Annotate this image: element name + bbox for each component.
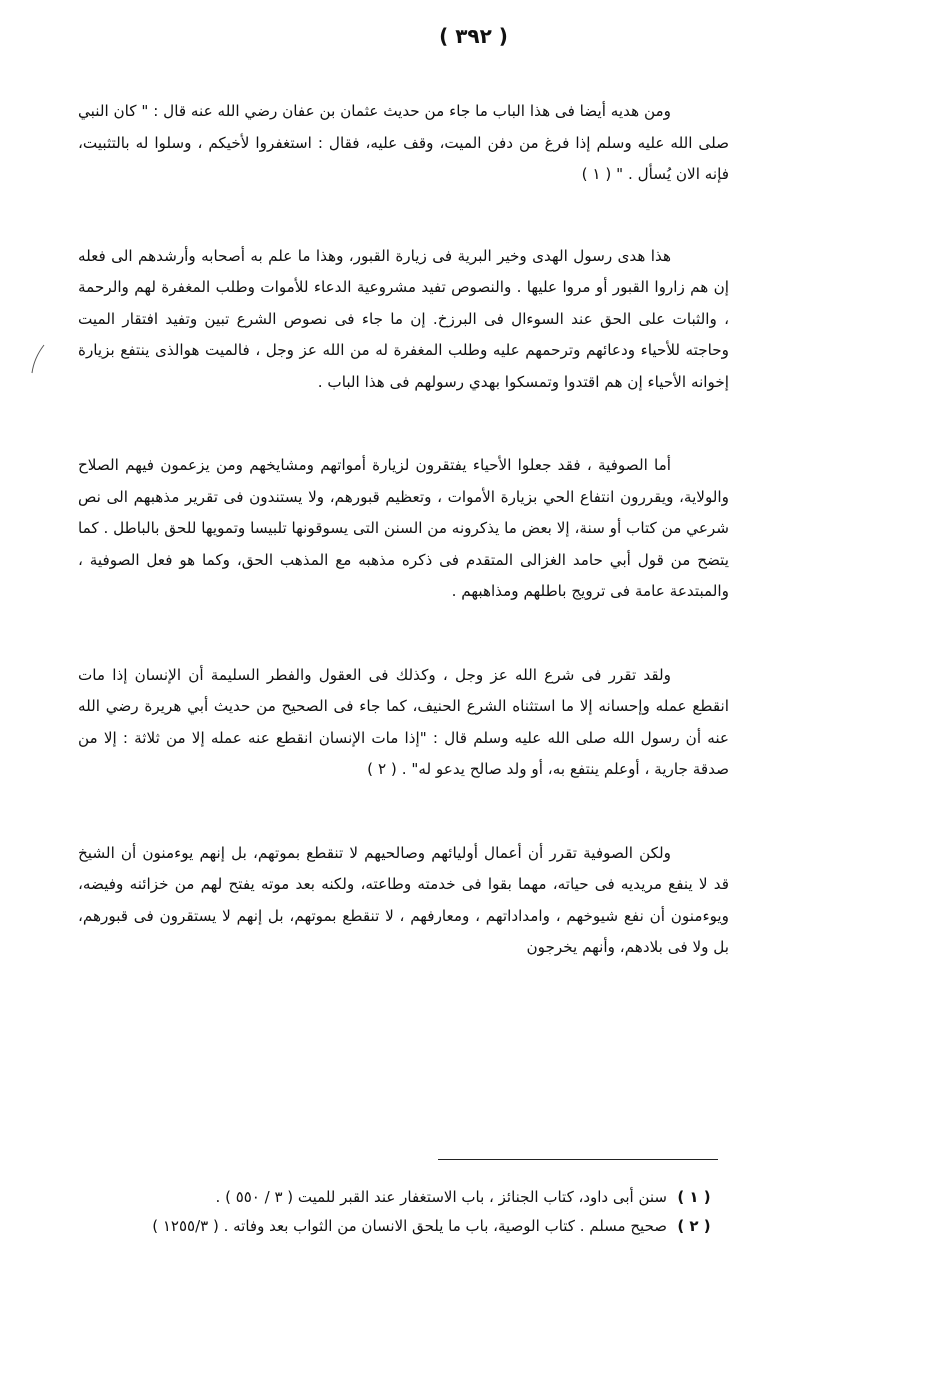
- footnote-2: [90, 1212, 721, 1241]
- footnote-text: سنن أبى داود، كتاب الجنائز ، باب الاستغفار عند القبر للميت ( ٣ / ٥٥٠ ) .: [215, 1188, 667, 1206]
- footnote-number: ( ٢ ): [677, 1217, 711, 1235]
- paragraph-2: هذا هدى رسول الهدى وخير البرية فى زيارة القبور، وهذا ما علم به أصحابه وأرشدهم الى فعله إن هم زاروا القبور أو مروا عليها . والنصوص تفيد مشروعية الدعاء للأموات وطلب المغفرة لهم والرحمة ، والثبات على الحق عند السوءال فى البرزخ. إن ما جاء فى نصوص الشرع تبين وتفيد افتقار الميت وحاجته للأحياء ودعائهم وترحمهم عليه وطلب المغفرة له من الله عز وجل ، فالميت هوالذى ينتفع بزيارة إخوانه الأحياء إن هم اقتدوا وتمسكوا بهدي رسولهم فى هذا الباب .: [78, 246, 729, 391]
- body-text: [78, 96, 729, 964]
- margin-pencil-mark: [30, 344, 46, 374]
- page-number: ( ٣٩٢ ): [439, 24, 508, 48]
- paragraph-4: ولقد تقرر فى شرع الله عز وجل ، وكذلك فى العقول والفطر السليمة أن الإنسان إذا مات انقطع عمله وإحسانه إلا ما استثناه الشرع الحنيف، كما جاء فى الصحيح من حديث أبي هريرة رضي الله عنه أن رسول الله صلى الله عليه وسلم قال : "إذا مات الإنسان انقطع عنه عمله إلا من ثلاثة : إلا من صدقة جارية ، أوعلم ينتفع به، أو ولد صالح يدعو له" . ( ٢ ): [78, 665, 729, 778]
- footnote-number: ( ١ ): [677, 1188, 711, 1206]
- paragraph-3: أما الصوفية ، فقد جعلوا الأحياء يفتقرون لزيارة أمواتهم ومشايخهم ومن يزعمون فيهم الصلاح والولاية، ويقررون انتفاع الحي بزيارة الأموات ، وتعظيم قبورهم، ولا يستندون فى تقرير مذهبهم الى نص شرعي من كتاب أو سنة، إلا بعض ما يذكرونه من السنن التى يسوقونها تلبيسا وتمويها للحق بالباطل . كما يتضح من قول أبي حامد الغزالى المتقدم فى ذكره مذهبه مع المذهب الحق، وكما هو فعل الصوفية ، والمبتدعة عامة فى ترويج باطلهم ومذاهبهم .: [78, 456, 729, 600]
- footnote-1: [90, 1183, 721, 1212]
- paragraph-5: ولكن الصوفية تقرر أن أعمال أوليائهم وصالحيهم لا تنقطع بموتهم، بل إنهم يوءمنون أن الشيخ قد لا ينفع مريديه فى حياته، مهما بقوا فى خدمته وطاعته، ولكنه بعد موته يفتح لهم من خزائنه وفيضه، ويوءمنون أن نفع شيوخهم ، وامداداتهم ، ومعارفهم ، لا تنقطع بموتهم، بل إنهم لا يستقرون فى قبورهم، بل ولا فى بلادهم، وأنهم يخرجون: [78, 843, 729, 956]
- footnotes: [90, 1183, 721, 1241]
- footnote-separator: [438, 1159, 718, 1160]
- paragraph-1: ومن هديه أيضا فى هذا الباب ما جاء من حديث عثمان بن عفان رضي الله عنه قال : " كان النبي صلى الله عليه وسلم إذا فرغ من دفن الميت، وقف عليه، فقال : استغفروا لأخيكم ، وسلوا له بالتثبيت، فإنه الان يُسأل . " ( ١ ): [78, 102, 729, 183]
- footnote-text: صحيح مسلم . كتاب الوصية، باب ما يلحق الانسان من الثواب بعد وفاته . ( ١٢٥٥/٣ ): [152, 1217, 667, 1235]
